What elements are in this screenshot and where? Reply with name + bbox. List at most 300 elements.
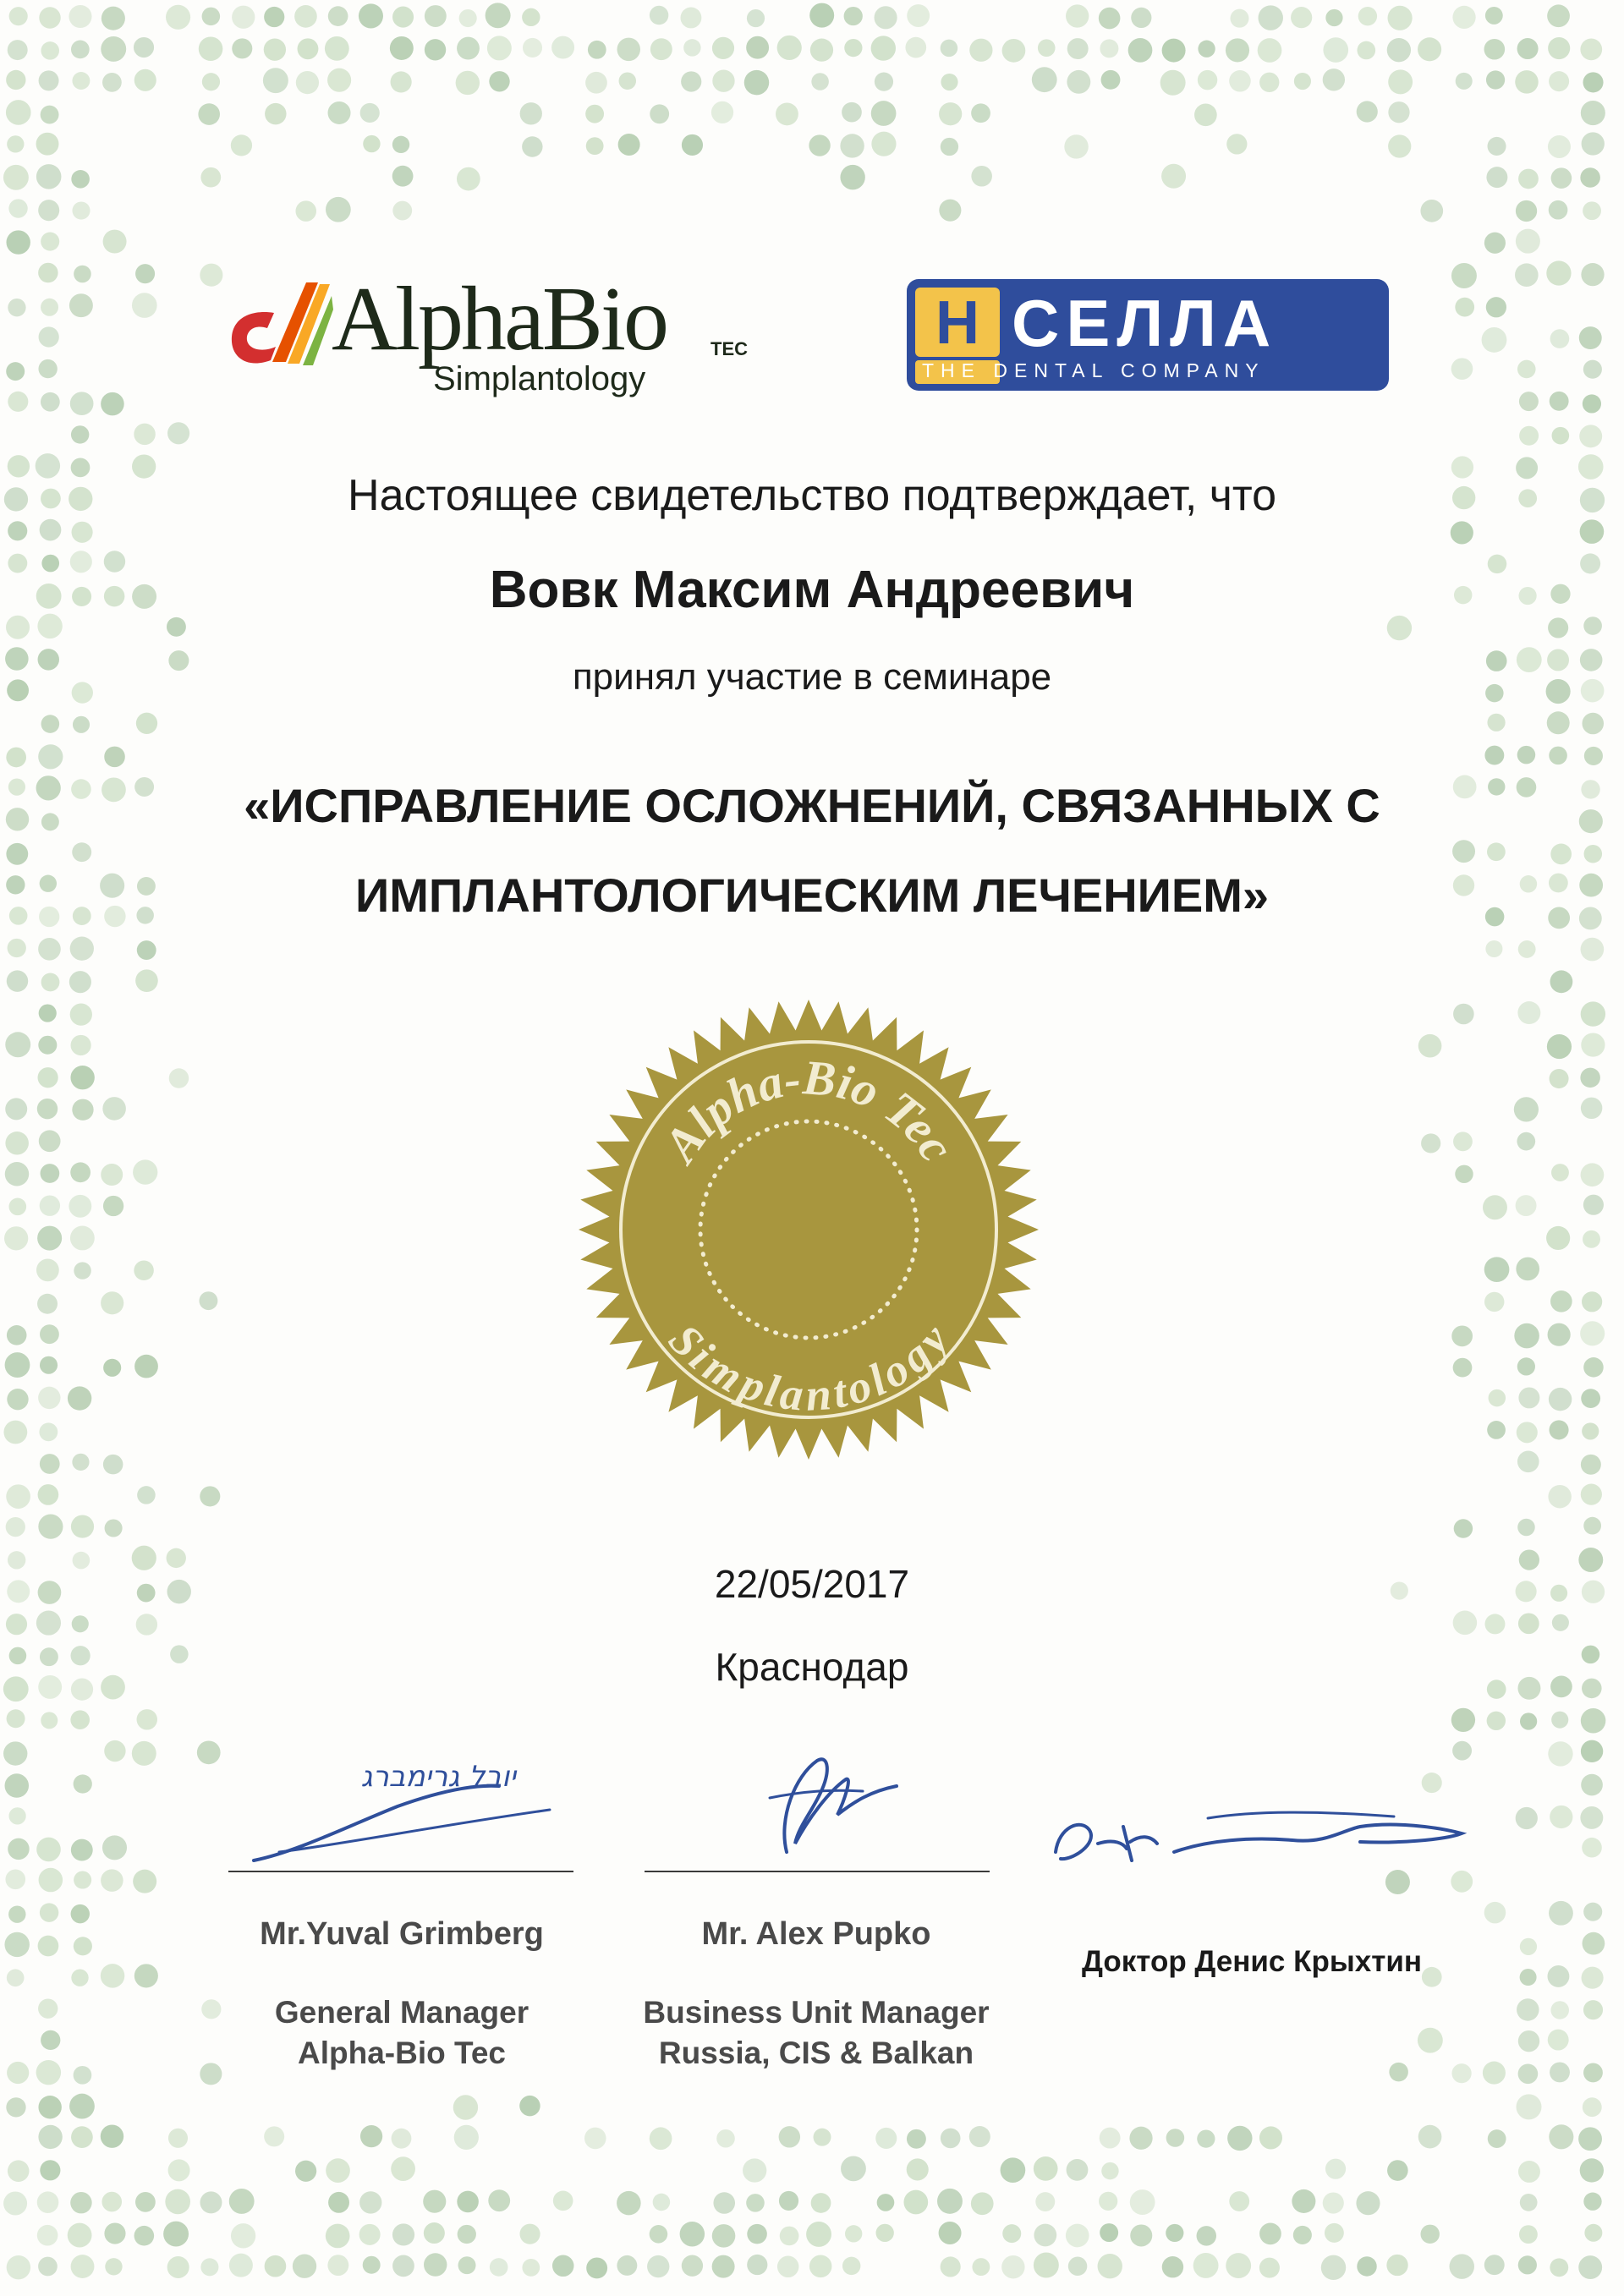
border-dot	[425, 39, 446, 60]
border-dot	[1552, 1614, 1569, 1631]
border-dot	[1584, 2224, 1602, 2242]
border-dot	[1582, 1291, 1602, 1312]
border-dot	[1387, 38, 1411, 62]
border-dot	[939, 200, 961, 222]
border-dot	[1486, 70, 1505, 89]
border-dot	[102, 1097, 126, 1121]
border-dot	[1226, 2253, 1251, 2278]
border-dot	[1580, 39, 1602, 61]
border-dot	[105, 1519, 123, 1537]
border-dot	[264, 38, 286, 60]
border-dot	[132, 293, 157, 318]
signatory-2-role-line-2: Russia, CIS & Balkan	[658, 2036, 974, 2070]
border-dot	[1032, 67, 1057, 92]
border-dot	[1162, 2256, 1183, 2277]
border-dot	[392, 7, 414, 28]
recipient-name: Вовк Максим Андреевич	[489, 561, 1135, 619]
border-dot	[8, 40, 28, 60]
border-dot	[8, 2160, 30, 2182]
border-dot	[72, 842, 91, 862]
border-dot	[1578, 2255, 1602, 2279]
border-dot	[1128, 38, 1153, 63]
border-dot	[3, 1741, 27, 1765]
border-dot	[650, 2127, 672, 2150]
border-dot	[747, 2255, 767, 2275]
cella-h-badge	[915, 288, 1000, 357]
border-dot	[1581, 1001, 1605, 1026]
border-dot	[135, 969, 158, 992]
border-dot	[8, 1905, 25, 1922]
alphabio-logo	[222, 269, 763, 413]
border-dot	[941, 2129, 961, 2149]
border-dot	[134, 1964, 158, 1987]
border-dot	[6, 2097, 25, 2117]
border-dot	[101, 1291, 123, 1314]
border-dot	[36, 1611, 61, 1636]
border-dot	[650, 6, 668, 25]
border-dot	[875, 2128, 897, 2149]
border-dot	[1451, 2063, 1471, 2083]
border-dot	[941, 138, 958, 156]
border-dot	[71, 1839, 93, 1861]
signatory-1-role-line-1: General Manager	[274, 1995, 529, 2030]
border-dot	[1100, 2128, 1121, 2149]
border-dot	[1548, 1485, 1571, 1508]
border-dot	[265, 2255, 287, 2277]
border-dot	[7, 1325, 27, 1345]
border-dot	[1101, 70, 1121, 90]
signatory-2-name: Mr. Alex Pupko	[701, 1916, 931, 1952]
border-dot	[103, 1455, 123, 1475]
border-dot	[71, 425, 89, 443]
border-dot	[1389, 2063, 1407, 2081]
border-dot	[199, 1291, 217, 1310]
border-dot	[1548, 2030, 1569, 2051]
border-dot	[71, 170, 90, 189]
border-dot	[1580, 519, 1605, 544]
border-dot	[1452, 840, 1475, 863]
border-dot	[1551, 1712, 1568, 1729]
border-dot	[328, 6, 348, 26]
border-dot	[1520, 1969, 1537, 1986]
border-dot	[1517, 38, 1539, 59]
border-dot	[134, 2226, 155, 2246]
border-dot	[1517, 360, 1536, 379]
border-dot	[6, 100, 31, 125]
border-dot	[101, 36, 126, 62]
border-dot	[586, 137, 604, 155]
border-dot	[457, 37, 480, 60]
border-dot	[486, 3, 511, 28]
border-dot	[392, 2223, 414, 2245]
border-dot	[71, 2255, 95, 2278]
border-dot	[39, 7, 60, 28]
border-dot	[70, 2192, 91, 2213]
border-dot	[137, 1709, 157, 1729]
border-dot	[1517, 1451, 1539, 1473]
border-dot	[1515, 263, 1539, 287]
signatory-1-role	[211, 1992, 592, 2074]
border-dot	[9, 1198, 27, 1216]
border-dot	[875, 73, 893, 91]
border-dot	[1517, 1357, 1535, 1375]
border-dot	[840, 134, 864, 157]
signatory-2-role	[609, 1992, 1023, 2074]
border-dot	[453, 2095, 478, 2119]
border-dot	[326, 2224, 350, 2249]
border-dot	[70, 1710, 90, 1729]
border-dot	[1129, 2127, 1152, 2150]
border-dot	[551, 36, 574, 59]
border-dot	[1229, 2191, 1249, 2211]
border-dot	[1001, 2255, 1024, 2278]
border-dot	[1325, 9, 1342, 26]
border-dot	[1160, 70, 1186, 96]
border-dot	[39, 1422, 58, 1441]
border-dot	[1520, 1938, 1537, 1955]
border-dot	[1581, 938, 1605, 962]
border-dot	[72, 522, 93, 543]
border-dot	[1259, 2258, 1280, 2278]
border-dot	[1548, 617, 1568, 638]
border-dot	[806, 2222, 831, 2247]
border-dot	[101, 2124, 123, 2147]
border-dot	[519, 2096, 540, 2116]
border-dot	[810, 39, 833, 62]
border-dot	[1578, 2127, 1602, 2151]
border-dot	[553, 2191, 573, 2211]
border-dot	[1388, 6, 1413, 30]
border-dot	[1451, 1708, 1475, 1732]
border-dot	[41, 1712, 58, 1729]
border-dot	[871, 132, 896, 156]
border-dot	[809, 2255, 832, 2278]
border-dot	[585, 105, 604, 123]
border-dot	[1579, 425, 1602, 447]
border-dot	[1001, 2157, 1026, 2183]
border-dot	[1550, 2062, 1570, 2082]
border-dot	[39, 1005, 57, 1022]
border-dot	[167, 617, 186, 637]
border-dot	[1487, 1421, 1506, 1439]
border-dot	[1581, 1098, 1602, 1119]
border-dot	[1357, 2256, 1376, 2276]
border-dot	[38, 1936, 59, 1957]
border-dot	[7, 1389, 28, 1410]
signature-3	[1039, 1793, 1479, 1886]
border-dot	[1449, 2254, 1474, 2279]
border-dot	[1388, 69, 1413, 94]
border-dot	[903, 2190, 928, 2215]
border-dot	[907, 4, 930, 27]
border-dot	[1418, 2028, 1443, 2053]
border-dot	[871, 101, 897, 126]
border-dot	[69, 1195, 91, 1218]
border-dot	[169, 1068, 189, 1088]
border-dot	[7, 135, 24, 152]
border-dot	[1420, 200, 1443, 222]
border-dot	[198, 103, 220, 125]
border-dot	[1259, 2126, 1282, 2149]
border-dot	[1067, 38, 1089, 59]
border-dot	[296, 71, 319, 94]
border-dot	[682, 134, 703, 156]
border-dot	[747, 9, 765, 27]
border-dot	[487, 36, 512, 60]
border-dot	[392, 2129, 412, 2149]
border-dot	[1198, 70, 1217, 90]
border-dot	[809, 3, 834, 28]
border-dot	[392, 136, 409, 153]
border-dot	[522, 8, 540, 26]
border-dot	[1582, 1422, 1599, 1439]
border-dot	[1388, 134, 1411, 157]
border-dot	[617, 2191, 641, 2216]
border-dot	[70, 936, 94, 960]
border-dot	[326, 197, 351, 222]
border-dot	[71, 1904, 90, 1923]
border-dot	[104, 2222, 125, 2244]
border-dot	[1421, 1133, 1440, 1153]
border-dot	[4, 1226, 28, 1250]
border-dot	[1518, 940, 1536, 958]
border-dot	[779, 2191, 798, 2211]
signatory-3-name: Доктор Денис Крыхтин	[1082, 1945, 1422, 1978]
border-dot	[229, 2254, 253, 2277]
border-dot	[294, 5, 317, 28]
border-dot	[1581, 1455, 1601, 1475]
border-dot	[871, 36, 896, 60]
border-dot	[1550, 970, 1573, 993]
border-dot	[200, 167, 221, 188]
border-dot	[37, 2225, 58, 2246]
border-dot	[1583, 1357, 1604, 1378]
border-dot	[712, 2255, 735, 2278]
signature-1-hebrew: יובל גרימברג	[360, 1760, 516, 1794]
border-dot	[134, 69, 156, 91]
border-dot	[1453, 1004, 1474, 1025]
border-dot	[165, 2189, 190, 2215]
border-dot	[1130, 2189, 1155, 2215]
border-dot	[458, 2256, 476, 2274]
border-dot	[907, 2158, 929, 2180]
border-dot	[937, 2189, 963, 2214]
border-dot	[877, 2194, 895, 2211]
border-dot	[844, 39, 862, 57]
border-dot	[359, 3, 383, 28]
border-dot	[425, 5, 447, 27]
border-dot	[1291, 7, 1312, 28]
border-dot	[1584, 845, 1603, 863]
border-dot	[712, 2224, 736, 2248]
border-dot	[71, 1035, 91, 1055]
border-dot	[1518, 2063, 1539, 2084]
border-dot	[264, 2126, 284, 2146]
border-dot	[1580, 1068, 1600, 1088]
border-dot	[841, 2156, 866, 2181]
border-dot	[584, 2128, 606, 2150]
border-dot	[392, 166, 414, 187]
border-dot	[522, 2259, 540, 2277]
border-dot	[8, 299, 25, 316]
border-dot	[971, 103, 990, 123]
border-dot	[650, 2225, 668, 2244]
border-dot	[1519, 2225, 1538, 2244]
border-dot	[844, 7, 863, 25]
border-dot	[1518, 169, 1539, 189]
border-dot	[39, 70, 59, 90]
border-dot	[588, 41, 606, 59]
border-dot	[70, 1003, 92, 1025]
border-dot	[363, 2256, 381, 2274]
border-dot	[38, 2257, 58, 2277]
signatory-2-role-line-1: Business Unit Manager	[643, 1995, 990, 2030]
border-dot	[424, 2253, 447, 2276]
border-dot	[1581, 1740, 1603, 1762]
border-dot	[681, 71, 701, 91]
border-dot	[38, 359, 57, 378]
border-dot	[231, 2223, 255, 2248]
border-dot	[137, 1486, 156, 1504]
border-dot	[1485, 1614, 1506, 1634]
border-dot	[38, 1515, 63, 1539]
border-dot	[1067, 70, 1090, 94]
border-dot	[1580, 2158, 1604, 2182]
cella-tagline: THE DENTAL COMPANY	[922, 359, 1265, 381]
border-dot	[229, 2189, 255, 2214]
border-dot	[3, 2191, 27, 2215]
border-dot	[37, 1294, 58, 1314]
border-dot	[1582, 1967, 1604, 1989]
border-dot	[390, 36, 414, 60]
signature-2	[736, 1742, 905, 1877]
border-dot	[41, 233, 59, 251]
border-dot	[102, 2192, 122, 2212]
border-dot	[38, 1067, 58, 1088]
border-dot	[1580, 1321, 1605, 1345]
border-dot	[1583, 1230, 1600, 1248]
border-dot	[969, 2126, 990, 2147]
border-dot	[1550, 2258, 1568, 2277]
border-dot	[1101, 2162, 1118, 2179]
border-dot	[295, 200, 316, 222]
border-dot	[1517, 1998, 1539, 2020]
border-dot	[650, 104, 669, 123]
border-dot	[5, 1162, 29, 1186]
border-dot	[840, 165, 864, 189]
border-dot	[1519, 426, 1539, 446]
border-dot	[68, 2223, 92, 2248]
border-dot	[163, 2222, 189, 2247]
border-dot	[1517, 1001, 1540, 1024]
participation-text: принял участие в семинаре	[572, 656, 1052, 698]
border-dot	[135, 2192, 156, 2212]
border-dot	[40, 1195, 60, 1215]
border-dot	[1387, 2160, 1408, 2181]
border-dot	[1484, 233, 1506, 254]
border-dot	[1581, 1484, 1602, 1505]
border-dot	[101, 1869, 123, 1892]
border-dot	[1321, 2255, 1346, 2280]
border-dot	[3, 1421, 27, 1444]
border-dot	[1583, 2063, 1603, 2082]
border-dot	[38, 263, 58, 282]
seminar-title-line-2: ИМПЛАНТОЛОГИЧЕСКИМ ЛЕЧЕНИЕМ»	[354, 869, 1270, 922]
border-dot	[1518, 1387, 1539, 1408]
border-dot	[1229, 70, 1251, 92]
border-dot	[552, 2255, 574, 2277]
border-dot	[1451, 358, 1473, 380]
border-dot	[1550, 1290, 1572, 1312]
border-dot	[780, 2227, 799, 2246]
border-dot	[72, 72, 90, 90]
border-dot	[1002, 2224, 1021, 2243]
border-dot	[743, 2158, 766, 2182]
border-dot	[1386, 2255, 1407, 2276]
border-dot	[36, 2060, 61, 2085]
border-dot	[619, 72, 636, 89]
border-dot	[40, 1356, 58, 1374]
border-dot	[1455, 298, 1474, 317]
border-dot	[39, 1868, 63, 1893]
border-dot	[1484, 1257, 1510, 1282]
border-dot	[133, 1159, 157, 1184]
border-dot	[1584, 747, 1603, 765]
border-dot	[842, 102, 862, 123]
border-dot	[1323, 68, 1345, 90]
border-dot	[71, 2126, 93, 2148]
border-dot	[1548, 135, 1571, 158]
border-dot	[1549, 71, 1569, 91]
border-dot	[1484, 746, 1504, 765]
border-dot	[907, 2129, 926, 2149]
border-dot	[5, 1098, 27, 1120]
border-dot	[36, 1838, 61, 1862]
border-dot	[1581, 101, 1605, 125]
border-dot	[1358, 7, 1377, 25]
border-dot	[40, 1454, 60, 1474]
border-dot	[5, 1132, 29, 1155]
border-dot	[1230, 9, 1248, 28]
border-dot	[939, 2222, 962, 2244]
border-dot	[779, 2126, 800, 2147]
border-dot	[133, 1870, 156, 1893]
border-dot	[488, 2189, 510, 2211]
border-dot	[72, 201, 90, 219]
border-dot	[5, 1352, 30, 1378]
border-dot	[1583, 1195, 1604, 1215]
border-dot	[41, 973, 60, 992]
signature-1	[245, 1725, 575, 1877]
border-dot	[104, 747, 125, 768]
border-dot	[36, 164, 62, 189]
border-dot	[1548, 37, 1570, 59]
border-dot	[1520, 1712, 1537, 1729]
border-dot	[490, 2258, 508, 2277]
border-dot	[37, 2191, 59, 2213]
border-dot	[1453, 1611, 1478, 1636]
border-dot	[8, 392, 28, 412]
border-dot	[298, 38, 319, 59]
border-dot	[1517, 1519, 1535, 1537]
border-dot	[70, 1226, 95, 1251]
border-dot	[102, 1835, 127, 1860]
border-dot	[1486, 167, 1507, 188]
border-dot	[73, 716, 90, 733]
border-dot	[1194, 104, 1217, 127]
border-dot	[941, 74, 957, 90]
border-dot	[1552, 427, 1570, 445]
